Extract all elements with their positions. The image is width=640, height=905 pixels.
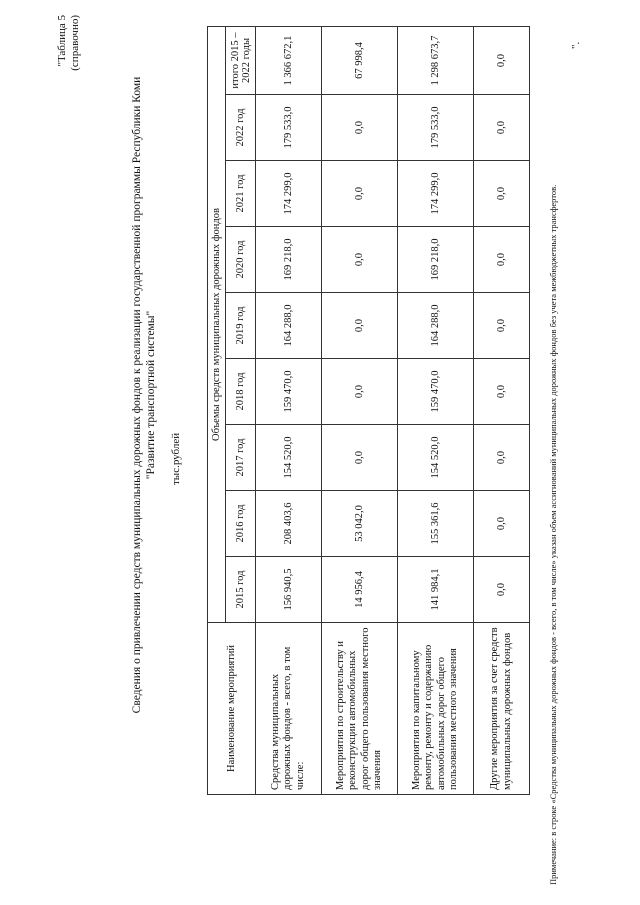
value-cell: 0,0 xyxy=(474,557,530,623)
row-name: Мероприятия по капитальному ремонту, ремонту и содержанию автомобильных дорог общего пользования местного значения xyxy=(398,623,474,795)
value-cell: 174 299,0 xyxy=(398,161,474,227)
funds-table xyxy=(207,26,530,795)
title-line-1: Сведения о привлечении средств муниципальных дорожных фондов к реализации государственной программы Республики Коми xyxy=(131,76,143,714)
value-cell: 0,0 xyxy=(322,359,398,425)
value-cell: 0,0 xyxy=(474,95,530,161)
value-cell: 179 533,0 xyxy=(256,95,322,161)
value-cell: 0,0 xyxy=(474,491,530,557)
year-header: 2017 год xyxy=(226,425,256,491)
value-cell: 156 940,5 xyxy=(256,557,322,623)
row-name: Другие мероприятия за счет средств муниципальных дорожных фондов xyxy=(474,623,530,795)
year-header: итого 2015 – 2022 годы xyxy=(226,27,256,95)
value-cell: 0,0 xyxy=(322,293,398,359)
row-name: Мероприятия по строительству и реконструкции автомобильных дорог общего пользования местного значения xyxy=(322,623,398,795)
table-row xyxy=(322,27,398,795)
value-cell: 164 288,0 xyxy=(398,293,474,359)
value-cell: 0,0 xyxy=(474,425,530,491)
value-cell: 179 533,0 xyxy=(398,95,474,161)
table-number: "Таблица 5 xyxy=(56,15,68,67)
document-title xyxy=(130,5,158,785)
table-row xyxy=(256,27,322,795)
closing-quote: ". xyxy=(570,41,582,49)
footnote: Примечание: в строке «Средства муниципальных дорожных фондов - всего, в том числе» указан объем ассигнований муниципальных дорожных фондов без учета межбюджетных трансфертов. xyxy=(548,184,558,885)
value-cell: 0,0 xyxy=(474,161,530,227)
reference-note: (справочно) xyxy=(69,15,81,71)
value-cell: 0,0 xyxy=(322,425,398,491)
year-header: 2020 год xyxy=(226,227,256,293)
year-header: 2021 год xyxy=(226,161,256,227)
value-cell: 0,0 xyxy=(322,95,398,161)
row-name: Средства муниципальных дорожных фондов - всего, в том числе: xyxy=(256,623,322,795)
year-header: 2018 год xyxy=(226,359,256,425)
value-cell: 174 299,0 xyxy=(256,161,322,227)
title-line-2: "Развитие транспортной системы" xyxy=(145,310,157,480)
value-cell: 159 470,0 xyxy=(398,359,474,425)
table-row xyxy=(474,27,530,795)
value-cell: 53 042,0 xyxy=(322,491,398,557)
value-cell: 154 520,0 xyxy=(256,425,322,491)
value-cell: 0,0 xyxy=(474,359,530,425)
table-number-label xyxy=(56,15,82,125)
value-cell: 0,0 xyxy=(474,293,530,359)
value-cell: 159 470,0 xyxy=(256,359,322,425)
value-cell: 0,0 xyxy=(474,27,530,95)
value-cell: 141 984,1 xyxy=(398,557,474,623)
table-body xyxy=(256,27,530,795)
year-header: 2016 год xyxy=(226,491,256,557)
value-cell: 1 366 672,1 xyxy=(256,27,322,95)
year-header: 2022 год xyxy=(226,95,256,161)
year-header: 2019 год xyxy=(226,293,256,359)
value-cell: 164 288,0 xyxy=(256,293,322,359)
value-cell: 0,0 xyxy=(322,227,398,293)
value-cell: 155 361,6 xyxy=(398,491,474,557)
value-cell: 67 998,4 xyxy=(322,27,398,95)
table-row xyxy=(398,27,474,795)
name-column-header: Наименование мероприятий xyxy=(208,623,256,795)
value-cell: 169 218,0 xyxy=(256,227,322,293)
value-cell: 1 298 673,7 xyxy=(398,27,474,95)
value-cell: 169 218,0 xyxy=(398,227,474,293)
units-label: тыс.рублей xyxy=(170,432,182,485)
volume-group-header: Объемы средств муниципальных дорожных фондов xyxy=(208,27,226,623)
value-cell: 208 403,6 xyxy=(256,491,322,557)
value-cell: 0,0 xyxy=(474,227,530,293)
year-header: 2015 год xyxy=(226,557,256,623)
value-cell: 154 520,0 xyxy=(398,425,474,491)
value-cell: 14 956,4 xyxy=(322,557,398,623)
value-cell: 0,0 xyxy=(322,161,398,227)
